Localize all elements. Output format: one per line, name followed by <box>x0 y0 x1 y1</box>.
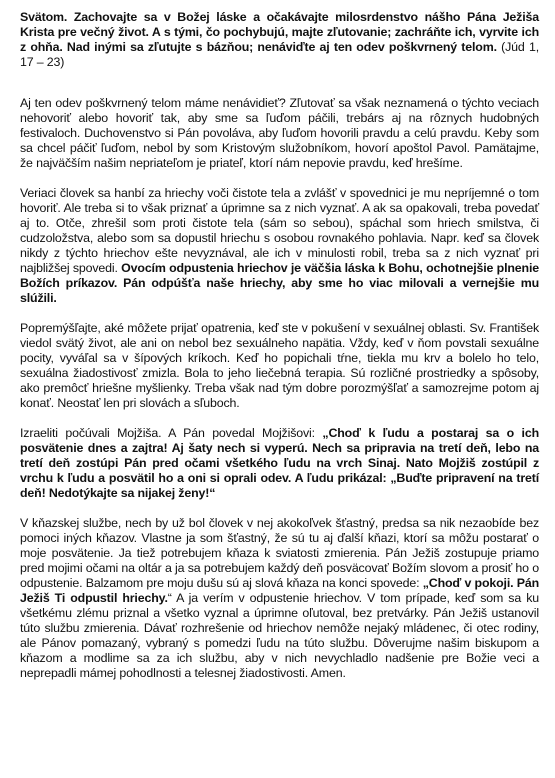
paragraph-text: “ A ja verím v odpustenie hriechov. V tom prípade, keď som sa ku všetkému zlému priznal a všetko vyznal a úprimne oľutoval, bez pretvárky. Pán Ježiš ustanovil túto službu zmierenia. Dávať rozhrešenie od hriechov nemôže nejaký mládenec, či otec rodiny, ale Pánov pomazaný, vybraný s pomedzi ľudu na túto službu. Dôverujme našim biskupom a kňazom a modlime sa za ich službu, aby v nich nevychladlo nadšenie pre Božie veci a neprepadli mámej pohodlnosti a telesnej žiadostivosti. Amen. <box>20 591 539 680</box>
paragraph-text: Izraeliti počúvali Mojžiša. A Pán povedal Mojžišovi: <box>20 426 323 440</box>
paragraph-text: Aj ten odev poškvrnený telom máme nenávidieť? Zľutovať sa však neznamená o týchto veciach nehovoriť alebo hovoriť tak, aby sme sa ľuďom páčili, trebárs aj na rôznych hudobných festivaloch. Duchovenstvo si Pán povoláva, aby ľuďom hovorili pravdu a celú pravdu. Keby som sa chcel páčiť ľuďom, nebol by som Kristovým služobníkom, hovorí apoštol Pavol. Pamätajme, že najväčším našim nepriateľom je priateľ, ktorí nám nepovie pravdu, keď hrešíme. <box>20 96 539 170</box>
paragraph-emphasis: Ovocím odpustenia hriechov je väčšia láska k Bohu, ochotnejšie plnenie Božích príkazov. Pán odpúšťa naše hriechy, aby sme ho viac milovali a vernejšie mu slúžili. <box>20 261 539 305</box>
body-paragraph-1 <box>20 96 539 171</box>
body-paragraph-4 <box>20 426 539 501</box>
body-paragraph-2 <box>20 186 539 306</box>
scripture-quote: Svätom. Zachovajte sa v Božej láske a očakávajte milosrdenstvo nášho Pána Ježiša Krista pre večný život. A s tými, čo pochybujú, majte zľutovanie; zachráňte ich, vyrvite ich z ohňa. Nad inými sa zľutujte s bázňou; nenáviďte aj ten odev poškvrnený telom. <box>20 10 539 54</box>
scripture-reference: (Júd 1, 17 – 23) <box>20 40 539 69</box>
paragraph-emphasis: „Choď k ľudu a postaraj sa o ich posvätenie dnes a zajtra! Aj šaty nech si vyperú. Nech sa pripravia na tretí deň, lebo na tretí deň zostúpi Pán pred očami všetkého ľudu na vrch Sinaj. Nato Mojžiš zostúpil z vrchu k ľudu a posvätil ho a oni si oprali odev. A ľudu prikázal: „Buďte pripravení na tretí deň! Nedotýkajte sa nijakej ženy!“ <box>20 426 539 500</box>
paragraph-text: Veriaci človek sa hanbí za hriechy voči čistote tela a zvlášť v spovednici je mu nepríjemné o tom hovoriť. Ale treba si to však priznať a úprimne sa z nich vyznať. A ak sa opakovali, treba povedať aj to. Otče, zhrešil som proti čistote tela (sám so sebou), spáchal som hriech smilstva, či cudzoložstva, alebo som sa dopustil hriechu s osobou rovnakého pohlavia. Napr. keď sa človek nikdy z týchto hriechov ešte nevyznával, ale ich v minulosti robil, treba sa z nich vyznať pri najbližšej spovedi. <box>20 186 539 275</box>
body-paragraph-5 <box>20 516 539 681</box>
scripture-paragraph <box>20 10 539 70</box>
paragraph-text: V kňazskej službe, nech by už bol človek v nej akokoľvek šťastný, predsa sa nik nezaobíde bez pomoci iných kňazov. Vlastne ja som šťastný, že sú tu aj ďalší kňazi, ktorí sa môžu postarať o moje posvätenie. Ja tiež potrebujem kňaza k sviatosti zmierenia. Pán Ježiš zostupuje priamo pred mojimi očami na oltár a ja sa potrebujem každý deň posväcovať Božím slovom a prosiť ho o odpustenie. Balzamom pre moju dušu sú aj slová kňaza na konci spovede: <box>20 516 539 590</box>
paragraph-text: Popremýšľajte, aké môžete prijať opatrenia, keď ste v pokušení v sexuálnej oblasti. Sv. František viedol svätý život, ale ani on nebol bez sexuálneho napätia. Vždy, keď v ňom povstali sexuálne pocity, vyváľal sa v šípových kríkoch. Keď ho popichali tŕne, tiekla mu krv a bolelo ho telo, sexuálna žiadostivosť zmizla. Bola to jeho liečebná terapia. Sú rozličné prostriedky a spôsoby, ako premôcť hriešne myšlienky. Treba však nad tým dobre porozmýšľať a samozrejme potom aj konať. Neostať len pri slovách a sľuboch. <box>20 321 539 410</box>
body-paragraph-3 <box>20 321 539 411</box>
paragraph-emphasis: „Choď v pokoji. Pán Ježiš Ti odpustil hriechy. <box>20 576 539 605</box>
